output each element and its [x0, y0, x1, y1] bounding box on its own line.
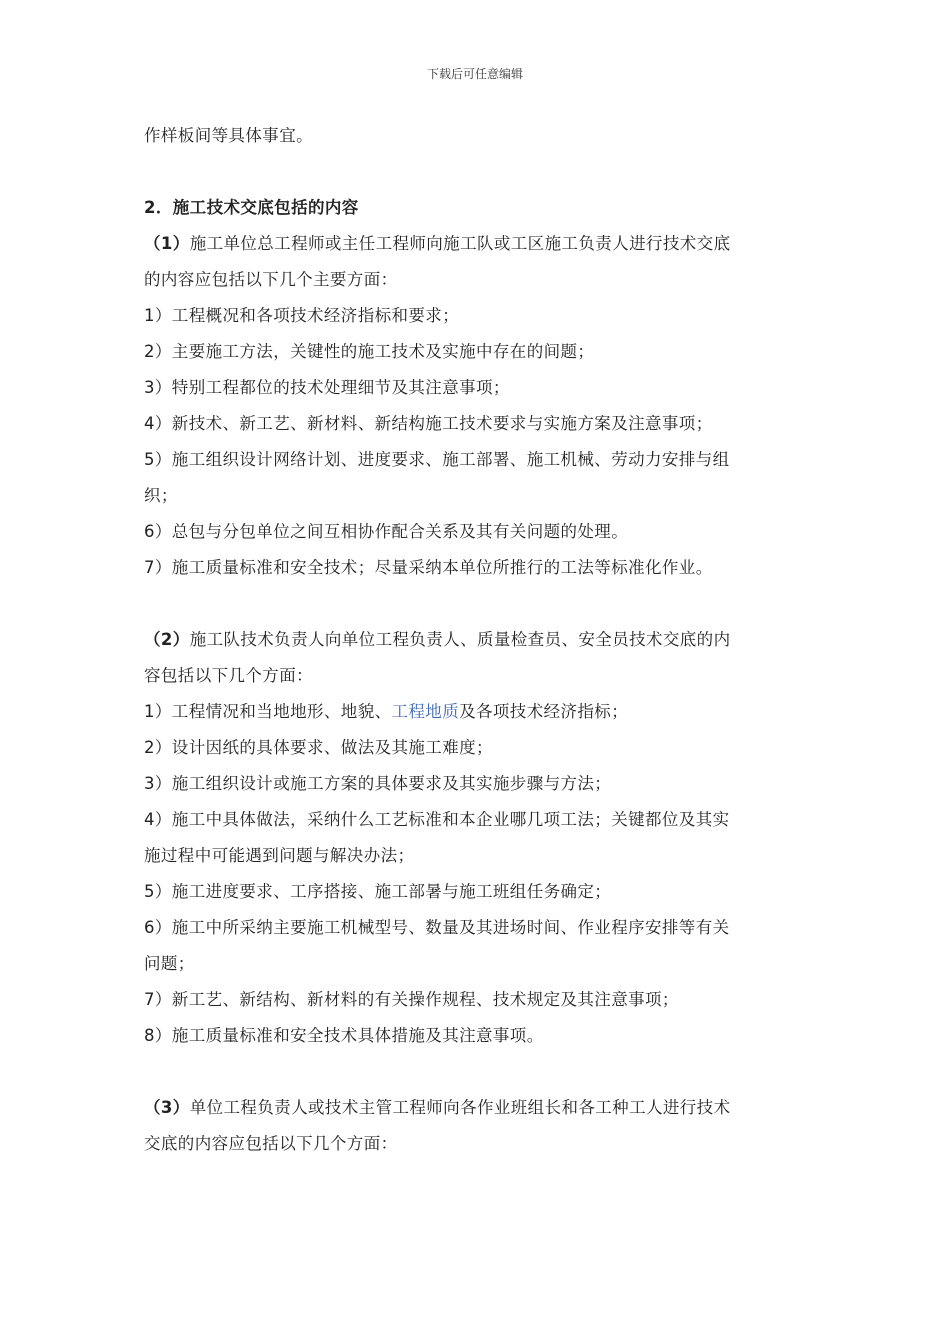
- list-item: 7）新工艺、新结构、新材料的有关操作规程、技术规定及其注意事项；: [144, 990, 679, 1009]
- part2-intro-text: 施工队技术负责人向单位工程负责人、质量检查员、安全员技术交底的内: [189, 630, 731, 649]
- spacer: [144, 1054, 824, 1090]
- list-item-cont: 施过程中可能遇到问题与解决办法；: [144, 846, 415, 865]
- list-item: 6）总包与分包单位之间互相协作配合关系及其有关问题的处理。: [144, 522, 629, 541]
- part3-number: （3）: [144, 1098, 190, 1117]
- list-item: 2）设计因纸的具体要求、做法及其施工难度；: [144, 738, 493, 757]
- list-item: 1）工程概况和各项技术经济指标和要求；: [144, 306, 460, 325]
- list-item-text: 1）工程情况和当地地形、地貌、: [144, 702, 392, 721]
- list-item: 4）施工中具体做法，采纳什么工艺标准和本企业哪几项工法；关键都位及其实: [144, 810, 730, 829]
- part3-intro-cont: 交底的内容应包括以下几个方面：: [144, 1134, 398, 1153]
- part3-intro-text: 单位工程负责人或技术主管工程师向各作业班组长和各工种工人进行技术: [189, 1098, 731, 1117]
- page-header: 下载后可任意编辑: [426, 67, 523, 81]
- part1-intro-cont: 的内容应包括以下几个主要方面：: [144, 270, 398, 289]
- part1-intro-text: 施工单位总工程师或主任工程师向施工队或工区施工负责人进行技术交底: [189, 234, 731, 253]
- part3-intro: [144, 1090, 824, 1126]
- section-title: 2．施工技术交底包括的内容: [144, 198, 359, 217]
- list-item-cont: 织；: [144, 486, 178, 505]
- spacer: [144, 154, 824, 190]
- list-item: 5）施工组织设计网络计划、进度要求、施工部署、施工机械、劳动力安排与组: [144, 450, 730, 469]
- list-item: 2）主要施工方法，关键性的施工技术及实施中存在的间题；: [144, 342, 595, 361]
- part2-number: （2）: [144, 630, 190, 649]
- list-item: [144, 694, 824, 730]
- part1-number: （1）: [144, 234, 190, 253]
- list-item: 3）特别工程都位的技术处理细节及其注意事项；: [144, 378, 510, 397]
- part2-intro-cont: 容包括以下几个方面：: [144, 666, 313, 685]
- part2-intro: [144, 622, 824, 658]
- document-body: [144, 118, 824, 1162]
- list-item: 6）施工中所采纳主要施工机械型号、数量及其进场时间、作业程序安排等有关: [144, 918, 730, 937]
- list-item: 7）施工质量标准和安全技术；尽量采纳本单位所推行的工法等标准化作业。: [144, 558, 713, 577]
- part1-intro: [144, 226, 824, 262]
- list-item-cont: 问题；: [144, 954, 195, 973]
- engineering-geology-link[interactable]: 工程地质: [391, 702, 460, 721]
- list-item: 4）新技术、新工艺、新材料、新结构施工技术要求与实施方案及注意事项；: [144, 414, 713, 433]
- list-item-text: 及各项技术经济指标；: [459, 702, 629, 721]
- opening-line: 作样板间等具体事宜。: [144, 126, 313, 145]
- spacer: [144, 586, 824, 622]
- list-item: 5）施工进度要求、工序搭接、施工部暑与施工班组任务确定；: [144, 882, 612, 901]
- list-item: 8）施工质量标准和安全技术具体措施及其注意事项。: [144, 1026, 544, 1045]
- list-item: 3）施工组织设计或施工方案的具体要求及其实施步骤与方法；: [144, 774, 612, 793]
